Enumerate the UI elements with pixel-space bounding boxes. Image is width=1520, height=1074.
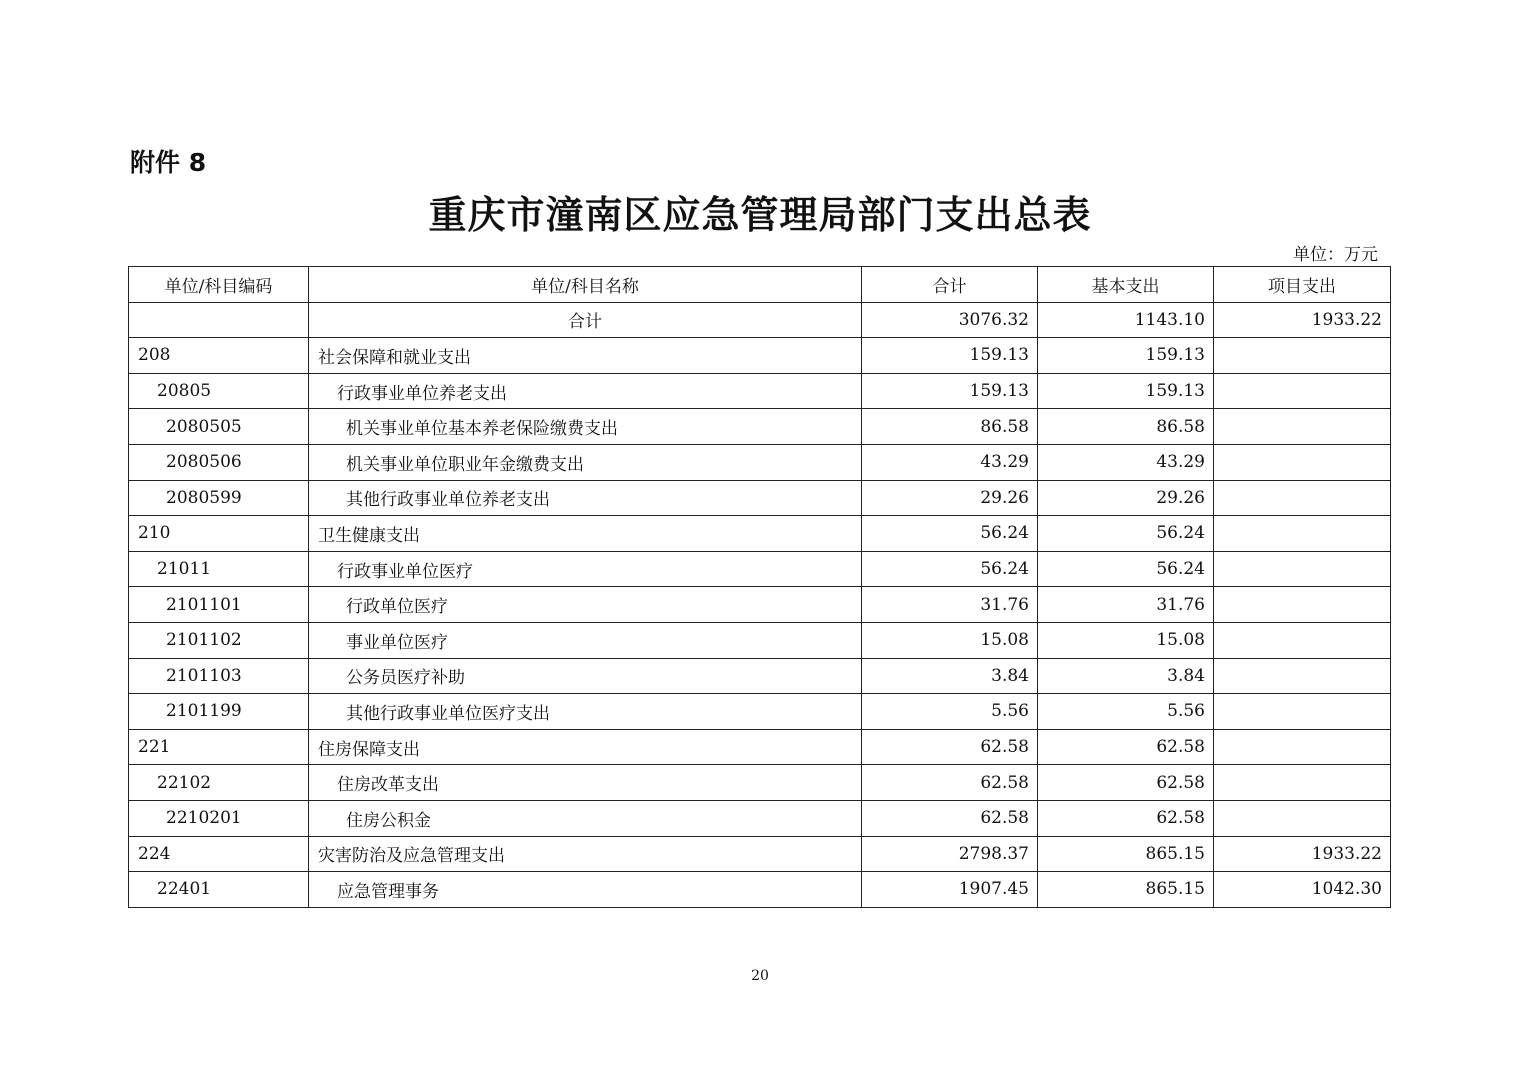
cell-code: 2080506 [129, 444, 309, 480]
cell-code: 210 [129, 516, 309, 552]
cell-name: 其他行政事业单位养老支出 [309, 480, 862, 516]
header-basic: 基本支出 [1038, 267, 1214, 303]
cell-total: 159.13 [862, 373, 1038, 409]
table-row [129, 516, 1391, 552]
header-total: 合计 [862, 267, 1038, 303]
cell-total: 3076.32 [862, 302, 1038, 338]
cell-code [129, 302, 309, 338]
table-row [129, 694, 1391, 730]
cell-basic: 15.08 [1038, 622, 1214, 658]
cell-code: 21011 [129, 551, 309, 587]
attachment-label: 附件 8 [130, 148, 207, 177]
cell-code: 2080505 [129, 409, 309, 445]
cell-code: 22102 [129, 765, 309, 801]
cell-project [1214, 658, 1391, 694]
cell-basic: 159.13 [1038, 373, 1214, 409]
cell-project [1214, 800, 1391, 836]
cell-total: 62.58 [862, 765, 1038, 801]
cell-basic: 62.58 [1038, 800, 1214, 836]
cell-basic: 865.15 [1038, 836, 1214, 872]
cell-total: 86.58 [862, 409, 1038, 445]
cell-name: 合计 [309, 302, 862, 338]
cell-code: 2101199 [129, 694, 309, 730]
cell-total: 43.29 [862, 444, 1038, 480]
table-row [129, 729, 1391, 765]
cell-basic: 5.56 [1038, 694, 1214, 730]
cell-name: 机关事业单位职业年金缴费支出 [309, 444, 862, 480]
cell-basic: 56.24 [1038, 516, 1214, 552]
page-title: 重庆市潼南区应急管理局部门支出总表 [428, 193, 1092, 237]
cell-name: 其他行政事业单位医疗支出 [309, 694, 862, 730]
cell-basic: 62.58 [1038, 729, 1214, 765]
header-code: 单位/科目编码 [129, 267, 309, 303]
cell-total: 15.08 [862, 622, 1038, 658]
cell-name: 事业单位医疗 [309, 622, 862, 658]
table-row [129, 765, 1391, 801]
cell-total: 62.58 [862, 729, 1038, 765]
cell-total: 3.84 [862, 658, 1038, 694]
table-row [129, 551, 1391, 587]
table-row [129, 872, 1391, 908]
cell-total: 56.24 [862, 516, 1038, 552]
cell-project [1214, 694, 1391, 730]
cell-basic: 865.15 [1038, 872, 1214, 908]
cell-basic: 43.29 [1038, 444, 1214, 480]
table-row [129, 409, 1391, 445]
cell-name: 灾害防治及应急管理支出 [309, 836, 862, 872]
cell-project: 1042.30 [1214, 872, 1391, 908]
cell-code: 2101101 [129, 587, 309, 623]
cell-code: 22401 [129, 872, 309, 908]
cell-project [1214, 444, 1391, 480]
cell-name: 卫生健康支出 [309, 516, 862, 552]
cell-name: 应急管理事务 [309, 872, 862, 908]
table-row [129, 836, 1391, 872]
cell-total: 1907.45 [862, 872, 1038, 908]
cell-basic: 31.76 [1038, 587, 1214, 623]
cell-project [1214, 587, 1391, 623]
cell-project [1214, 729, 1391, 765]
cell-code: 2080599 [129, 480, 309, 516]
cell-code: 224 [129, 836, 309, 872]
cell-basic: 56.24 [1038, 551, 1214, 587]
table-row [129, 622, 1391, 658]
cell-total: 31.76 [862, 587, 1038, 623]
cell-name: 行政单位医疗 [309, 587, 862, 623]
cell-project [1214, 480, 1391, 516]
table-row [129, 658, 1391, 694]
cell-project [1214, 373, 1391, 409]
cell-basic: 62.58 [1038, 765, 1214, 801]
cell-project [1214, 338, 1391, 374]
cell-project: 1933.22 [1214, 836, 1391, 872]
cell-project [1214, 551, 1391, 587]
table-row [129, 444, 1391, 480]
cell-name: 社会保障和就业支出 [309, 338, 862, 374]
cell-project [1214, 622, 1391, 658]
cell-total: 29.26 [862, 480, 1038, 516]
cell-name: 公务员医疗补助 [309, 658, 862, 694]
cell-code: 2101103 [129, 658, 309, 694]
table-row [129, 480, 1391, 516]
cell-name: 机关事业单位基本养老保险缴费支出 [309, 409, 862, 445]
cell-total: 62.58 [862, 800, 1038, 836]
table-total-row [129, 302, 1391, 338]
cell-total: 56.24 [862, 551, 1038, 587]
cell-project [1214, 765, 1391, 801]
table-header-row [129, 267, 1391, 303]
expenditure-table [128, 266, 1391, 908]
cell-project [1214, 516, 1391, 552]
cell-basic: 1143.10 [1038, 302, 1214, 338]
unit-label: 单位：万元 [1293, 245, 1378, 265]
table-row [129, 373, 1391, 409]
cell-name: 行政事业单位养老支出 [309, 373, 862, 409]
cell-code: 20805 [129, 373, 309, 409]
table-row [129, 338, 1391, 374]
cell-basic: 29.26 [1038, 480, 1214, 516]
cell-code: 2101102 [129, 622, 309, 658]
cell-name: 住房公积金 [309, 800, 862, 836]
header-name: 单位/科目名称 [309, 267, 862, 303]
cell-code: 2210201 [129, 800, 309, 836]
cell-basic: 159.13 [1038, 338, 1214, 374]
cell-total: 159.13 [862, 338, 1038, 374]
table-row [129, 587, 1391, 623]
cell-name: 住房保障支出 [309, 729, 862, 765]
header-project: 项目支出 [1214, 267, 1391, 303]
cell-basic: 3.84 [1038, 658, 1214, 694]
table-row [129, 800, 1391, 836]
cell-basic: 86.58 [1038, 409, 1214, 445]
cell-name: 住房改革支出 [309, 765, 862, 801]
cell-total: 2798.37 [862, 836, 1038, 872]
cell-total: 5.56 [862, 694, 1038, 730]
cell-project: 1933.22 [1214, 302, 1391, 338]
cell-project [1214, 409, 1391, 445]
cell-code: 208 [129, 338, 309, 374]
cell-code: 221 [129, 729, 309, 765]
page-number: 20 [751, 968, 769, 984]
cell-name: 行政事业单位医疗 [309, 551, 862, 587]
